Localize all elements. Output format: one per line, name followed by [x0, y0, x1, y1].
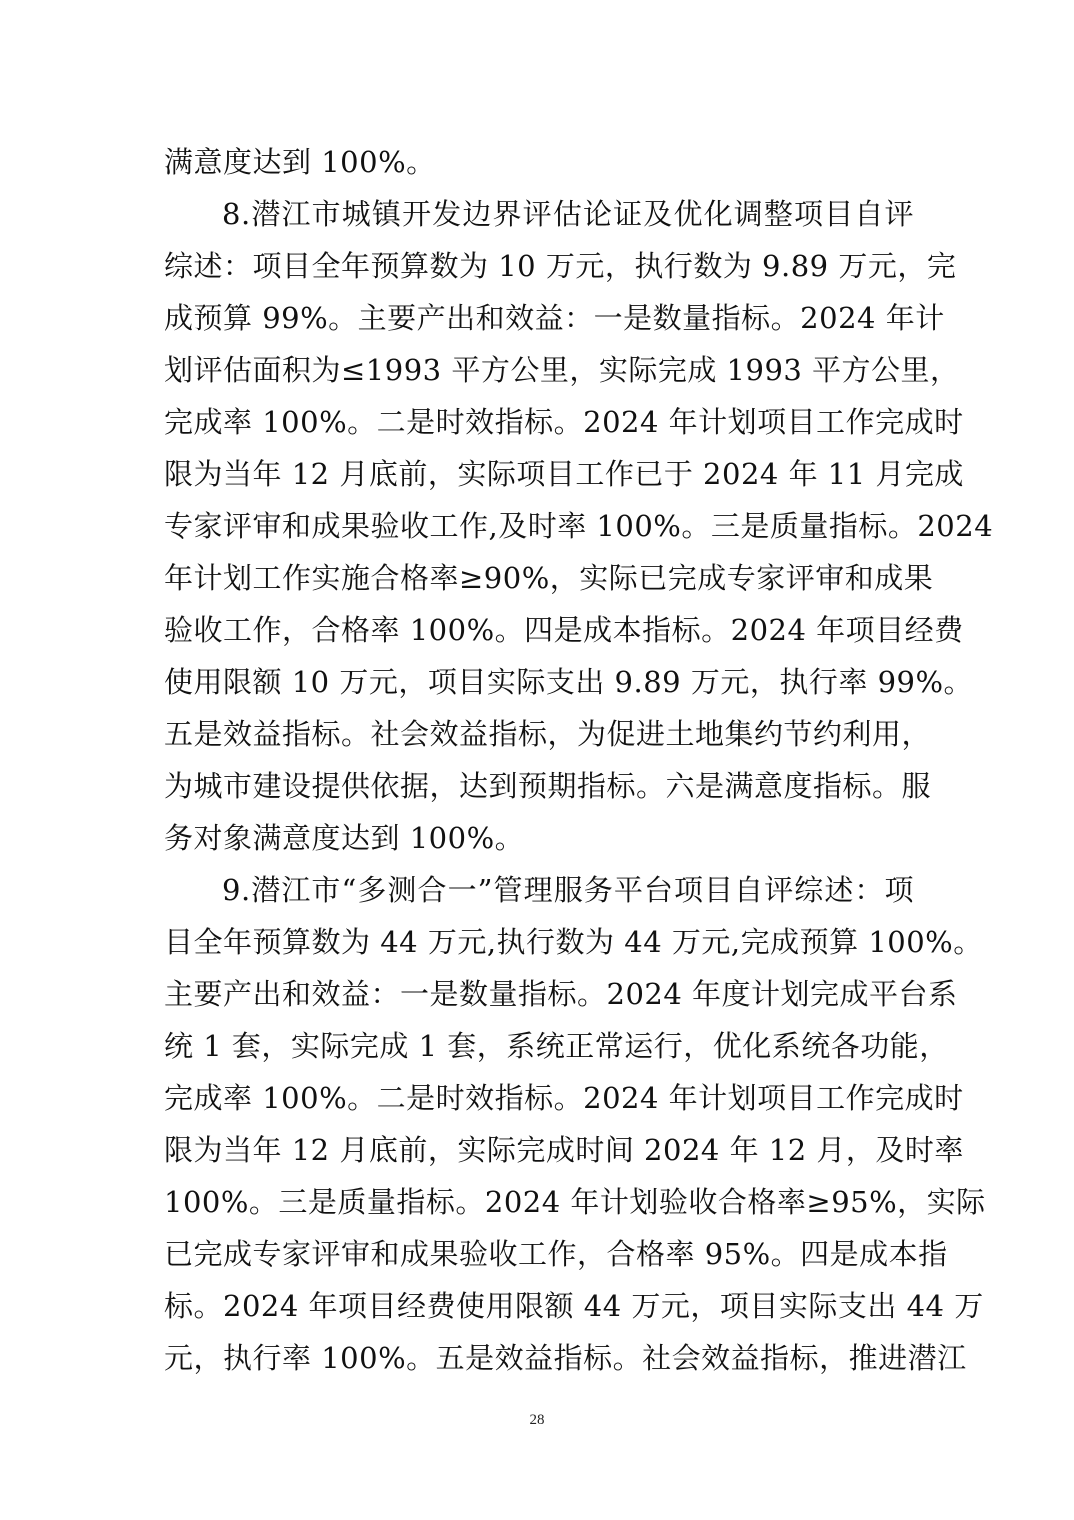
text-line: 五是效益指标。社会效益指标，为促进土地集约节约利用， [164, 717, 932, 751]
page-body [164, 136, 994, 1384]
text-line: 验收工作，合格率 100%。四是成本指标。2024 年项目经费 [164, 613, 964, 647]
page-number: 28 [529, 1412, 545, 1428]
text-line: 成预算 99%。主要产出和效益：一是数量指标。2024 年计 [164, 301, 945, 335]
text-line: 划评估面积为≤1993 平方公里，实际完成 1993 平方公里， [164, 353, 960, 387]
text-line: 为城市建设提供依据，达到预期指标。六是满意度指标。服 [164, 769, 932, 803]
text-line: 9.潜江市“多测合一”管理服务平台项目自评综述：项 [222, 873, 914, 907]
text-line: 100%。三是质量指标。2024 年计划验收合格率≥95%，实际 [164, 1185, 986, 1219]
text-line: 满意度达到 100%。 [164, 145, 436, 179]
text-line: 使用限额 10 万元，项目实际支出 9.89 万元，执行率 99%。 [164, 665, 974, 699]
text-line: 完成率 100%。二是时效指标。2024 年计划项目工作完成时 [164, 405, 964, 439]
text-line: 年计划工作实施合格率≥90%，实际已完成专家评审和成果 [164, 561, 934, 595]
text-line: 统 1 套，实际完成 1 套，系统正常运行，优化系统各功能， [164, 1029, 949, 1063]
text-line: 标。2024 年项目经费使用限额 44 万元，项目实际支出 44 万 [164, 1289, 984, 1323]
text-line: 务对象满意度达到 100%。 [164, 821, 525, 855]
text-line: 限为当年 12 月底前，实际完成时间 2024 年 12 月，及时率 [164, 1133, 964, 1167]
text-line: 综述：项目全年预算数为 10 万元，执行数为 9.89 万元，完 [164, 249, 957, 283]
text-line: 限为当年 12 月底前，实际项目工作已于 2024 年 11 月完成 [164, 457, 964, 491]
text-line: 目全年预算数为 44 万元,执行数为 44 万元,完成预算 100%。 [164, 925, 983, 959]
text-line: 完成率 100%。二是时效指标。2024 年计划项目工作完成时 [164, 1081, 964, 1115]
text-line: 主要产出和效益：一是数量指标。2024 年度计划完成平台系 [164, 977, 958, 1011]
paragraph-p9-multi-survey-platform [164, 864, 986, 1384]
text-line: 8.潜江市城镇开发边界评估论证及优化调整项目自评 [222, 197, 914, 231]
paragraph-p8-zoning-boundary [164, 188, 994, 864]
text-line: 专家评审和成果验收工作,及时率 100%。三是质量指标。2024 [164, 509, 994, 543]
text-line: 元，执行率 100%。五是效益指标。社会效益指标，推进潜江 [164, 1341, 967, 1375]
paragraph-p0-continuation [164, 136, 914, 188]
text-line: 已完成专家评审和成果验收工作，合格率 95%。四是成本指 [164, 1237, 948, 1271]
